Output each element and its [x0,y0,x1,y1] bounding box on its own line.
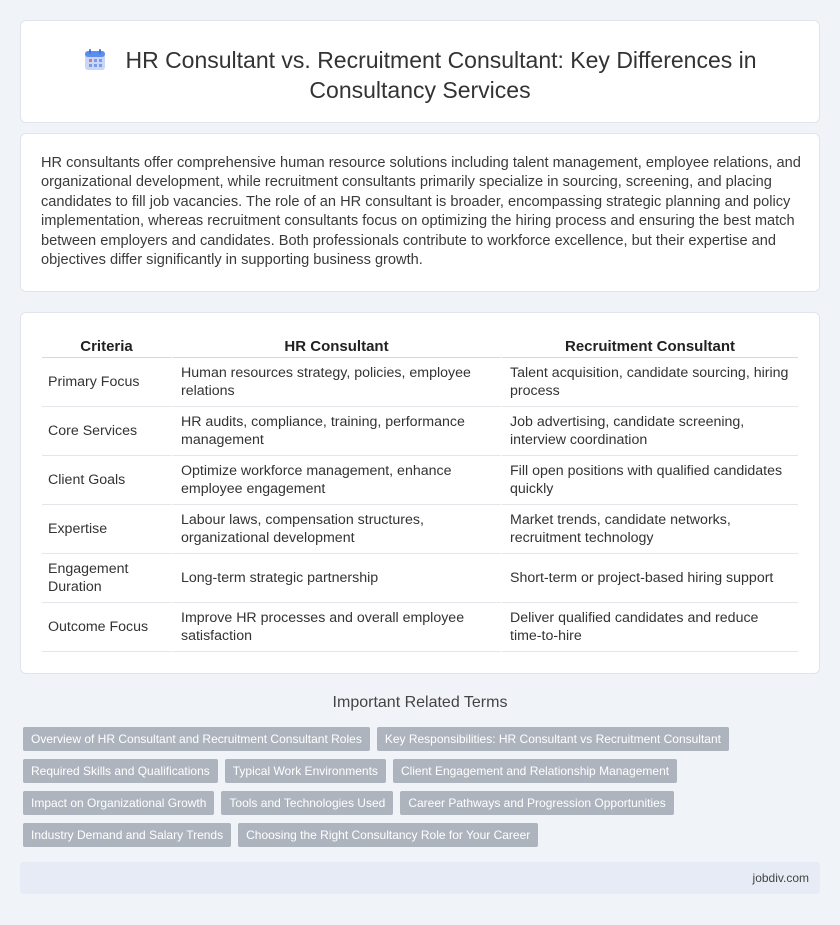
related-term-link[interactable]: Tools and Technologies Used [221,791,393,815]
hr-cell: HR audits, compliance, training, performance management [173,407,502,456]
comparison-table [42,334,798,652]
page-title [21,45,819,105]
related-term-link[interactable]: Overview of HR Consultant and Recruitment Consultant Roles [23,727,370,751]
criteria-cell: Engagement Duration [42,554,173,603]
related-term-link[interactable]: Key Responsibilities: HR Consultant vs Recruitment Consultant [377,727,729,751]
table-row [42,456,798,505]
title-line-1: HR Consultant vs. Recruitment Consultant: Key Differences in [125,47,757,73]
intro-card [20,133,820,292]
recruitment-cell: Market trends, candidate networks, recruitment technology [502,505,798,554]
criteria-cell: Outcome Focus [42,603,173,652]
tag-row [23,759,823,783]
hr-cell: Optimize workforce management, enhance employee engagement [173,456,502,505]
table-header-row [42,334,798,358]
related-term-link[interactable]: Client Engagement and Relationship Management [393,759,677,783]
header-card [20,20,820,123]
table-row [42,554,798,603]
related-terms-list [23,727,823,855]
footer [20,862,820,894]
recruitment-cell: Short-term or project-based hiring support [502,554,798,603]
criteria-cell: Primary Focus [42,358,173,407]
tag-row [23,823,823,847]
footer-site-link[interactable]: jobdiv.com [752,871,809,885]
header-criteria: Criteria [42,334,173,358]
related-term-link[interactable]: Impact on Organizational Growth [23,791,214,815]
related-term-link[interactable]: Industry Demand and Salary Trends [23,823,231,847]
hr-cell: Improve HR processes and overall employee satisfaction [173,603,502,652]
header-hr-consultant: HR Consultant [173,334,502,358]
related-term-link[interactable]: Choosing the Right Consultancy Role for Your Career [238,823,538,847]
recruitment-cell: Fill open positions with qualified candidates quickly [502,456,798,505]
hr-cell: Long-term strategic partnership [173,554,502,603]
recruitment-cell: Job advertising, candidate screening, interview coordination [502,407,798,456]
table-row [42,407,798,456]
title-line-2: Consultancy Services [309,77,531,103]
tag-row [23,791,823,815]
criteria-cell: Expertise [42,505,173,554]
related-terms-title: Important Related Terms [332,694,508,711]
recruitment-cell: Talent acquisition, candidate sourcing, hiring process [502,358,798,407]
table-row [42,603,798,652]
calendar-grid-icon [83,48,107,72]
intro-paragraph: HR consultants offer comprehensive human resource solutions including talent management, employee relations, and organizational development, while recruitment consultants primarily specialize in sourcing, screening, and placing candidates to fill job vacancies. The role of an HR consultant is broader, encompassing strategic planning and policy implementation, whereas recruitment consultants focus on optimizing the hiring process and ensuring the best match between employers and candidates. Both professionals contribute to workforce excellence, but their expertise and objectives differ significantly in supporting business growth. [41,155,801,269]
criteria-cell: Client Goals [42,456,173,505]
related-term-link[interactable]: Required Skills and Qualifications [23,759,218,783]
header-recruitment-consultant: Recruitment Consultant [502,334,798,358]
related-term-link[interactable]: Typical Work Environments [225,759,386,783]
hr-cell: Human resources strategy, policies, employee relations [173,358,502,407]
comparison-card [20,312,820,674]
criteria-cell: Core Services [42,407,173,456]
table-row [42,505,798,554]
tag-row [23,727,823,751]
recruitment-cell: Deliver qualified candidates and reduce time-to-hire [502,603,798,652]
table-row [42,358,798,407]
hr-cell: Labour laws, compensation structures, organizational development [173,505,502,554]
related-term-link[interactable]: Career Pathways and Progression Opportunities [400,791,673,815]
